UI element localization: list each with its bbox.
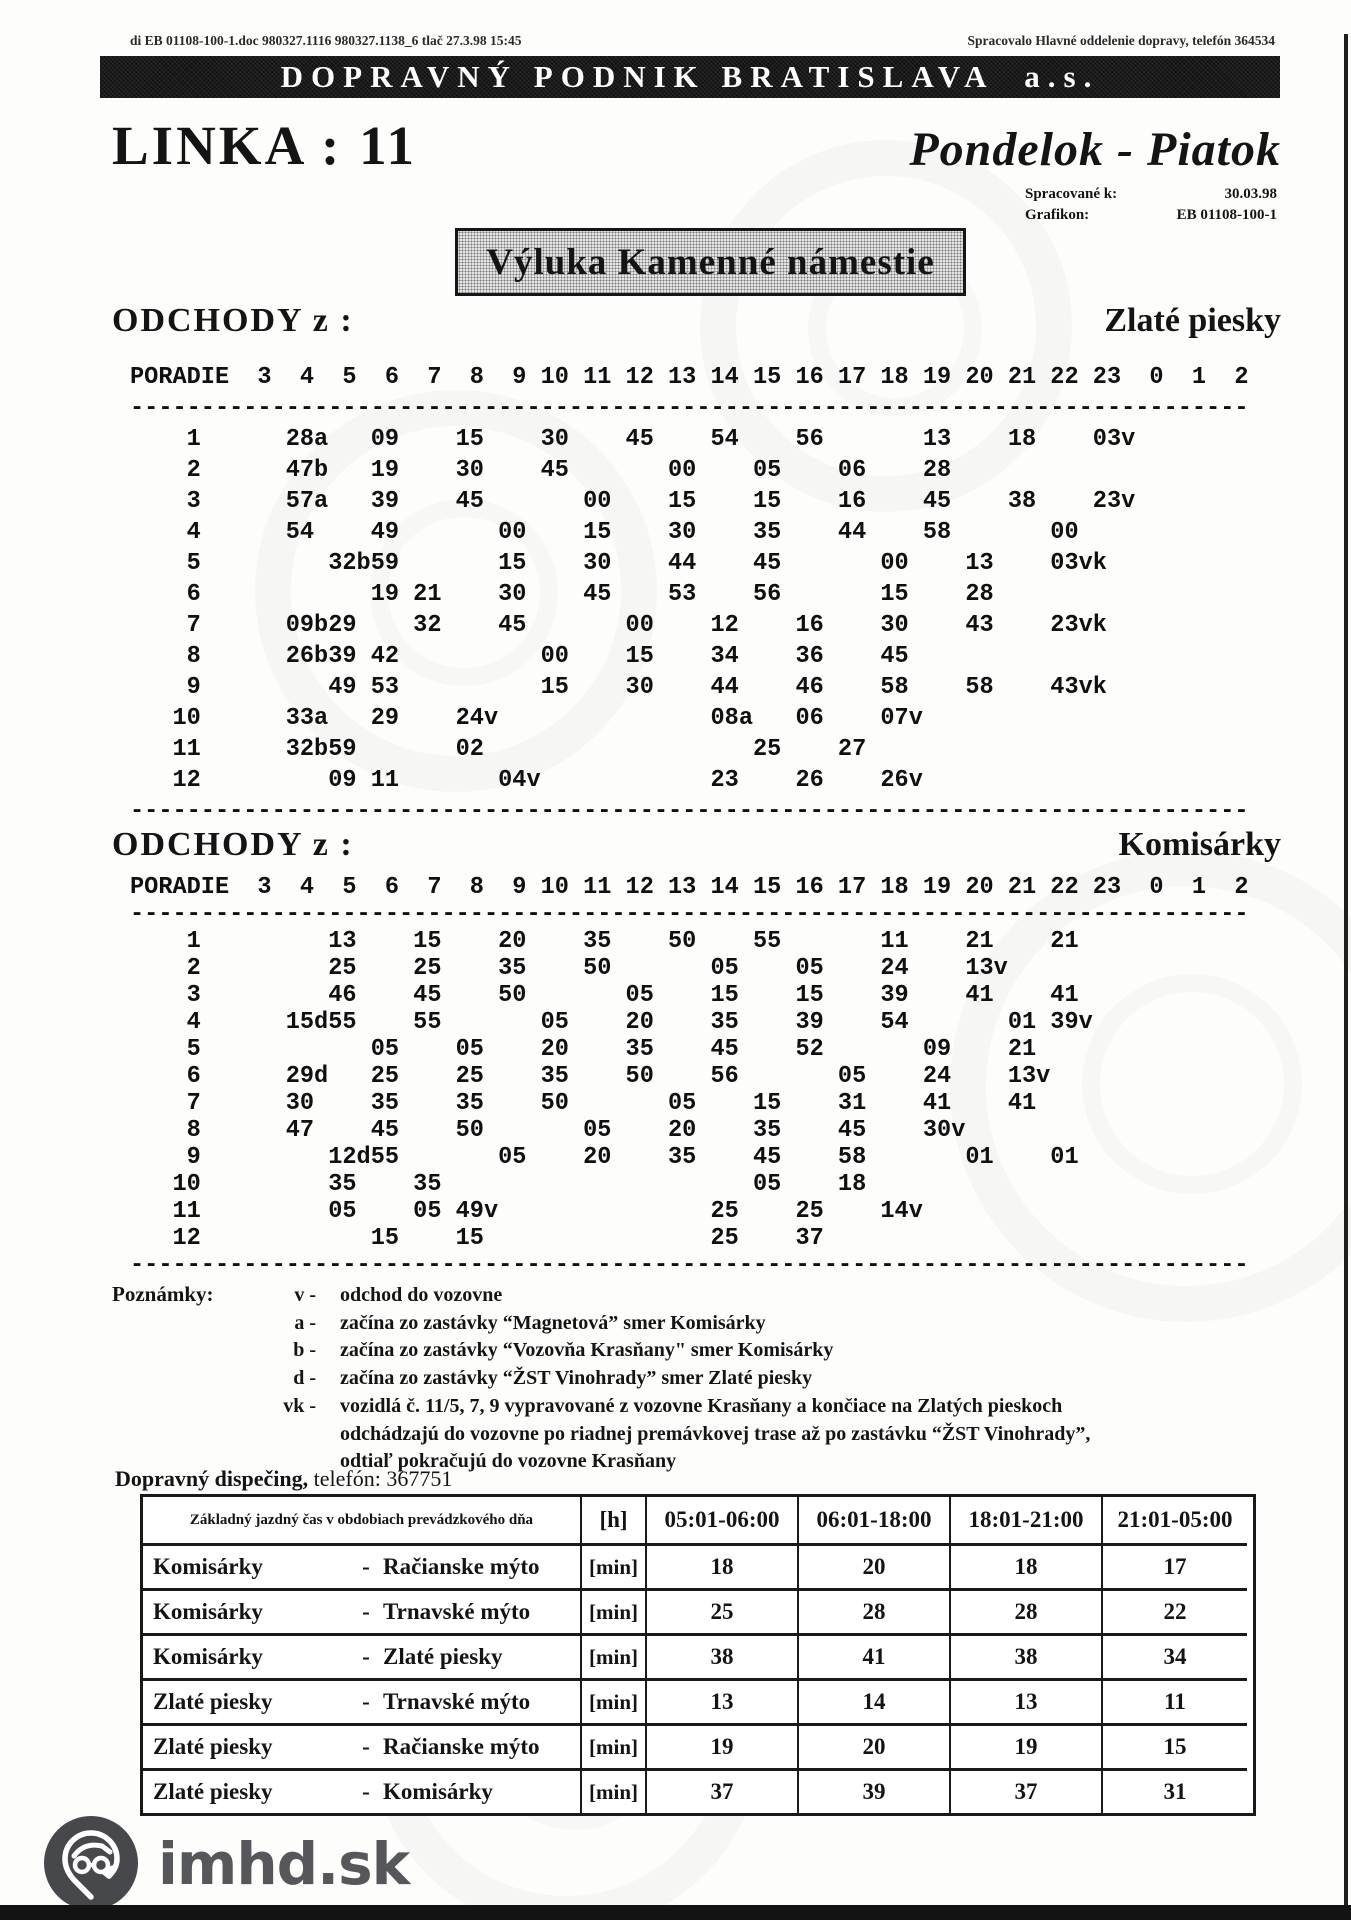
ruler-line: ------------------------------------------------------------------------------- bbox=[130, 798, 1249, 825]
travel-minutes-cell: 22 bbox=[1101, 1588, 1247, 1633]
scan-edge-bottom bbox=[0, 1905, 1351, 1920]
company-name: DOPRAVNÝ PODNIK BRATISLAVA a.s. bbox=[280, 59, 1100, 94]
travel-minutes-cell: 34 bbox=[1101, 1633, 1247, 1678]
table-row: 8 26b39 42 00 15 34 36 45 bbox=[130, 643, 909, 670]
terminus-name-1: Zlaté piesky bbox=[1104, 302, 1281, 339]
notes-list bbox=[240, 1282, 1090, 1476]
grafikon-label: Grafikon: bbox=[1025, 207, 1090, 223]
table-row: 12 15 15 25 37 bbox=[130, 1225, 824, 1252]
table-row: 1 28a 09 15 30 45 54 56 13 18 03v bbox=[130, 426, 1136, 453]
table-row: 10 35 35 05 18 bbox=[130, 1171, 867, 1198]
table-row: 3 57a 39 45 00 15 15 16 45 38 23v bbox=[130, 488, 1136, 515]
table-row: 5 05 05 20 35 45 52 09 21 bbox=[130, 1036, 1037, 1063]
processed-label: Spracované k: bbox=[1025, 186, 1118, 202]
table-row: 6 19 21 30 45 53 56 15 28 bbox=[130, 581, 994, 608]
unit-min-cell: [min] bbox=[580, 1588, 645, 1633]
table-row: 6 29d 25 25 35 50 56 05 24 13v bbox=[130, 1063, 1051, 1090]
period-header: 18:01-21:00 bbox=[949, 1497, 1101, 1543]
travel-minutes-cell: 38 bbox=[645, 1633, 797, 1678]
table-row: 10 33a 29 24v 08a 06 07v bbox=[130, 705, 923, 732]
unit-min-cell: [min] bbox=[580, 1678, 645, 1723]
route-cell: Komisárky - Zlaté piesky bbox=[143, 1633, 580, 1678]
travel-minutes-cell: 15 bbox=[1101, 1723, 1247, 1768]
travel-time-table bbox=[140, 1494, 1256, 1816]
table-row: 2 47b 19 30 45 00 05 06 28 bbox=[130, 457, 952, 484]
ruler-line: ------------------------------------------------------------------------------- bbox=[130, 901, 1249, 928]
company-banner bbox=[100, 56, 1280, 98]
route-cell: Komisárky - Trnavské mýto bbox=[143, 1588, 580, 1633]
unit-min-cell: [min] bbox=[580, 1543, 645, 1588]
table-row: 7 30 35 35 50 05 15 31 41 41 bbox=[130, 1090, 1037, 1117]
imhd-logo-icon bbox=[44, 1816, 138, 1910]
unit-min-cell: [min] bbox=[580, 1723, 645, 1768]
travel-minutes-cell: 41 bbox=[797, 1633, 949, 1678]
travel-minutes-cell: 13 bbox=[949, 1678, 1101, 1723]
table-row: 4 54 49 00 15 30 35 44 58 00 bbox=[130, 519, 1079, 546]
table-row: 2 25 25 35 50 05 05 24 13v bbox=[130, 955, 1008, 982]
note-row: vk - vozidlá č. 11/5, 7, 9 vypravované z vozovne Krasňany a končiace na Zlatých pieskoch bbox=[283, 1394, 1063, 1417]
dispatch-phone-line bbox=[115, 1466, 452, 1492]
period-header: 06:01-18:00 bbox=[797, 1497, 949, 1543]
ruler-line: ------------------------------------------------------------------------------- bbox=[130, 1252, 1249, 1279]
travel-minutes-cell: 39 bbox=[797, 1768, 949, 1813]
table-row: 7 09b29 32 45 00 12 16 30 43 23vk bbox=[130, 612, 1107, 639]
travel-minutes-cell: 28 bbox=[797, 1588, 949, 1633]
note-row: b - začína zo zastávky “Vozovňa Krasňany" smer Komisárky bbox=[293, 1339, 834, 1362]
detour-notice-text: Výluka Kamenné námestie bbox=[486, 241, 935, 283]
hours-header-row: PORADIE 3 4 5 6 7 8 9 10 11 12 13 14 15 16 17 18 19 20 21 22 23 0 1 2 bbox=[130, 364, 1249, 391]
travel-minutes-cell: 37 bbox=[949, 1768, 1101, 1813]
document-file-info: di EB 01108-100-1.doc 980327.1116 980327.1138_6 tlač 27.3.98 15:45 bbox=[130, 33, 522, 48]
note-row: a - začína zo zastávky “Magnetová” smer Komisárky bbox=[294, 1311, 766, 1334]
travel-minutes-cell: 18 bbox=[645, 1543, 797, 1588]
processed-by-note: Spracovalo Hlavné oddelenie dopravy, telefón 364534 bbox=[967, 33, 1275, 48]
route-cell: Komisárky - Račianske mýto bbox=[143, 1543, 580, 1588]
travel-minutes-cell: 25 bbox=[645, 1588, 797, 1633]
departures-heading-1: ODCHODY z : bbox=[112, 302, 354, 339]
table-row: 3 46 45 50 05 15 15 39 41 41 bbox=[130, 982, 1079, 1009]
ruler-line: ------------------------------------------------------------------------------- bbox=[130, 395, 1249, 422]
terminus-name-2: Komisárky bbox=[1118, 826, 1281, 863]
period-header: 21:01-05:00 bbox=[1101, 1497, 1247, 1543]
unit-min-cell: [min] bbox=[580, 1768, 645, 1813]
hours-header-row: PORADIE 3 4 5 6 7 8 9 10 11 12 13 14 15 16 17 18 19 20 21 22 23 0 1 2 bbox=[130, 874, 1249, 901]
grafikon-info bbox=[1025, 184, 1277, 226]
table-row: 11 32b59 02 25 27 bbox=[130, 736, 867, 763]
travel-minutes-cell: 13 bbox=[645, 1678, 797, 1723]
table-row: 9 12d55 05 20 35 45 58 01 01 bbox=[130, 1144, 1079, 1171]
travel-minutes-cell: 37 bbox=[645, 1768, 797, 1813]
travel-minutes-cell: 28 bbox=[949, 1588, 1101, 1633]
travel-table-title: Základný jazdný čas v obdobiach prevádzkového dňa bbox=[189, 1511, 534, 1528]
note-row: v - odchod do vozovne bbox=[294, 1284, 503, 1306]
travel-minutes-cell: 14 bbox=[797, 1678, 949, 1723]
travel-minutes-cell: 17 bbox=[1101, 1543, 1247, 1588]
departures-table-komisarky bbox=[130, 874, 1249, 1279]
travel-minutes-cell: 18 bbox=[949, 1543, 1101, 1588]
table-row: 9 49 53 15 30 44 46 58 58 43vk bbox=[130, 674, 1107, 701]
travel-minutes-cell: 20 bbox=[797, 1723, 949, 1768]
processed-value: 30.03.98 bbox=[1224, 186, 1277, 202]
line-number-title: LINKA : 11 bbox=[112, 115, 418, 176]
travel-minutes-cell: 20 bbox=[797, 1543, 949, 1588]
travel-minutes-cell: 31 bbox=[1101, 1768, 1247, 1813]
notes-label: Poznámky: bbox=[112, 1282, 214, 1306]
scan-edge-right bbox=[1344, 34, 1348, 1920]
route-cell: Zlaté piesky - Trnavské mýto bbox=[143, 1678, 580, 1723]
table-row: 12 09 11 04v 23 26 26v bbox=[130, 767, 923, 794]
dispatch-phone: telefón: 367751 bbox=[308, 1466, 453, 1491]
note-row: odtiaľ pokračujú do vozovne Krasňany bbox=[340, 1450, 677, 1473]
note-row: d - začína zo zastávky “ŽST Vinohrady” smer Zlaté piesky bbox=[293, 1367, 813, 1390]
table-row: 1 13 15 20 35 50 55 11 21 21 bbox=[130, 928, 1079, 955]
imhd-logo-text: imhd.sk bbox=[158, 1830, 410, 1898]
detour-notice-box bbox=[455, 228, 966, 296]
validity-days-title: Pondelok - Piatok bbox=[909, 123, 1281, 176]
table-row: 11 05 05 49v 25 25 14v bbox=[130, 1198, 923, 1225]
travel-minutes-cell: 19 bbox=[949, 1723, 1101, 1768]
unit-hour-header: [h] bbox=[580, 1497, 645, 1543]
table-row: 4 15d55 55 05 20 35 39 54 01 39v bbox=[130, 1009, 1093, 1036]
table-row: 5 32b59 15 30 44 45 00 13 03vk bbox=[130, 550, 1107, 577]
dispatch-label: Dopravný dispečing, bbox=[115, 1466, 309, 1491]
grafikon-value: EB 01108-100-1 bbox=[1176, 207, 1277, 223]
travel-minutes-cell: 38 bbox=[949, 1633, 1101, 1678]
period-header: 05:01-06:00 bbox=[645, 1497, 797, 1543]
departures-table-zlate-piesky bbox=[130, 362, 1249, 827]
travel-minutes-cell: 11 bbox=[1101, 1678, 1247, 1723]
departures-heading-2: ODCHODY z : bbox=[112, 826, 354, 863]
route-cell: Zlaté piesky - Račianske mýto bbox=[143, 1723, 580, 1768]
unit-min-cell: [min] bbox=[580, 1633, 645, 1678]
travel-minutes-cell: 19 bbox=[645, 1723, 797, 1768]
table-row: 8 47 45 50 05 20 35 45 30v bbox=[130, 1117, 966, 1144]
route-cell: Zlaté piesky - Komisárky bbox=[143, 1768, 580, 1813]
note-row: odchádzajú do vozovne po riadnej premávkovej trase až po zastávku “ŽST Vinohrady”, bbox=[340, 1422, 1091, 1445]
